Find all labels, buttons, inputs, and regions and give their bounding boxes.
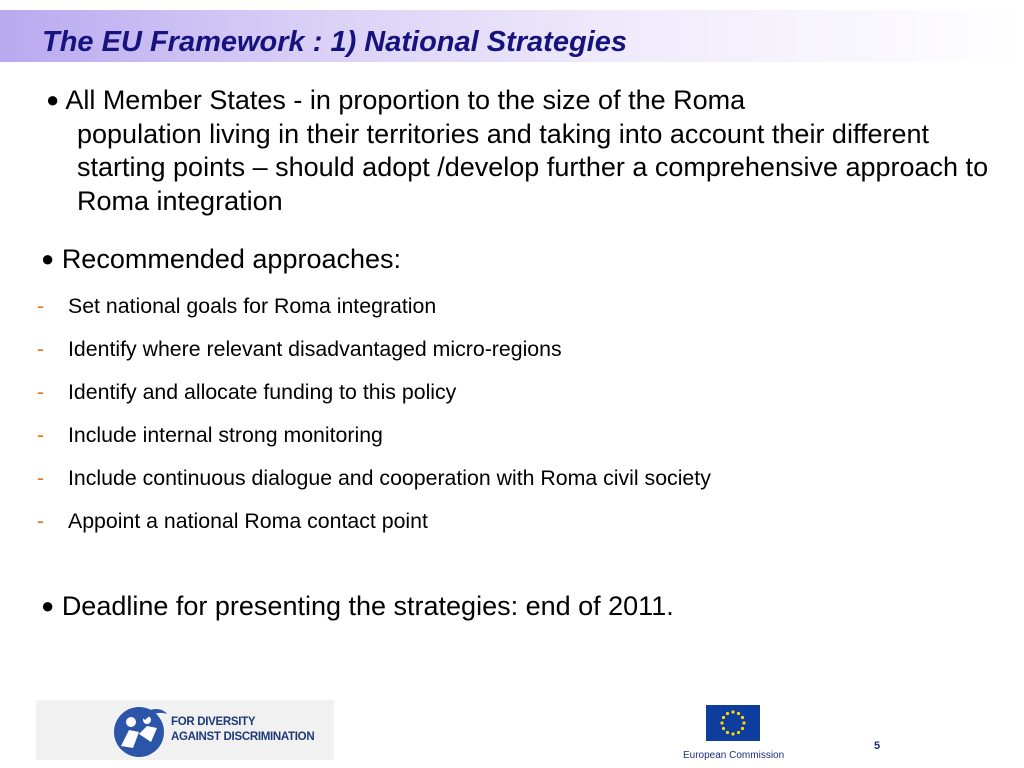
recommended-heading-text: Recommended approaches: (61, 244, 402, 274)
logo-line-1: FOR DIVERSITY (171, 716, 256, 728)
dash-icon: - (37, 466, 45, 490)
bullet-icon: ● (41, 246, 55, 271)
approach-text: Set national goals for Roma integration (68, 294, 437, 318)
approach-text: Include continuous dialogue and cooperation with Roma civil society (68, 466, 711, 490)
european-commission-label: European Commission (683, 750, 785, 761)
approach-item (37, 334, 711, 377)
dash-icon: - (37, 509, 45, 533)
dash-icon: - (37, 294, 45, 318)
approach-item (37, 420, 711, 463)
approach-list (37, 291, 711, 549)
deadline-text: Deadline for presenting the strategies: end of 2011. (61, 591, 674, 621)
intro-first-line (46, 83, 1006, 118)
approach-text: Identify and allocate funding to this policy (68, 380, 457, 404)
approach-item (37, 291, 711, 334)
slide-title: The EU Framework : 1) National Strategies (42, 26, 627, 58)
dash-icon: - (37, 380, 45, 404)
logo-line-2: AGAINST DISCRIMINATION (171, 731, 315, 743)
approach-text: Include internal strong monitoring (68, 423, 383, 447)
approach-text: Identify where relevant disadvantaged micro-regions (68, 337, 562, 361)
diversity-figures-logo-icon (111, 702, 171, 758)
page-number: 5 (874, 740, 881, 752)
approach-item (37, 506, 711, 549)
approach-text: Appoint a national Roma contact point (68, 509, 428, 533)
intro-paragraph (46, 83, 1006, 218)
approach-item (37, 463, 711, 506)
eu-flag-icon (706, 705, 760, 741)
intro-first-text: All Member States - in proportion to the size of the Roma (65, 85, 746, 115)
bullet-icon: ● (41, 593, 55, 618)
bullet-icon: ● (46, 87, 60, 112)
diversity-logo (36, 700, 334, 760)
intro-continuation: population living in their territories and taking into account their different starting points – should adopt /develop further a comprehensive approach to Roma integration (77, 118, 989, 216)
dash-icon: - (37, 423, 45, 447)
deadline-line (41, 591, 674, 622)
approach-item (37, 377, 711, 420)
logo-wordmark (171, 715, 314, 745)
recommended-approaches-heading (41, 244, 401, 275)
dash-icon: - (37, 337, 45, 361)
